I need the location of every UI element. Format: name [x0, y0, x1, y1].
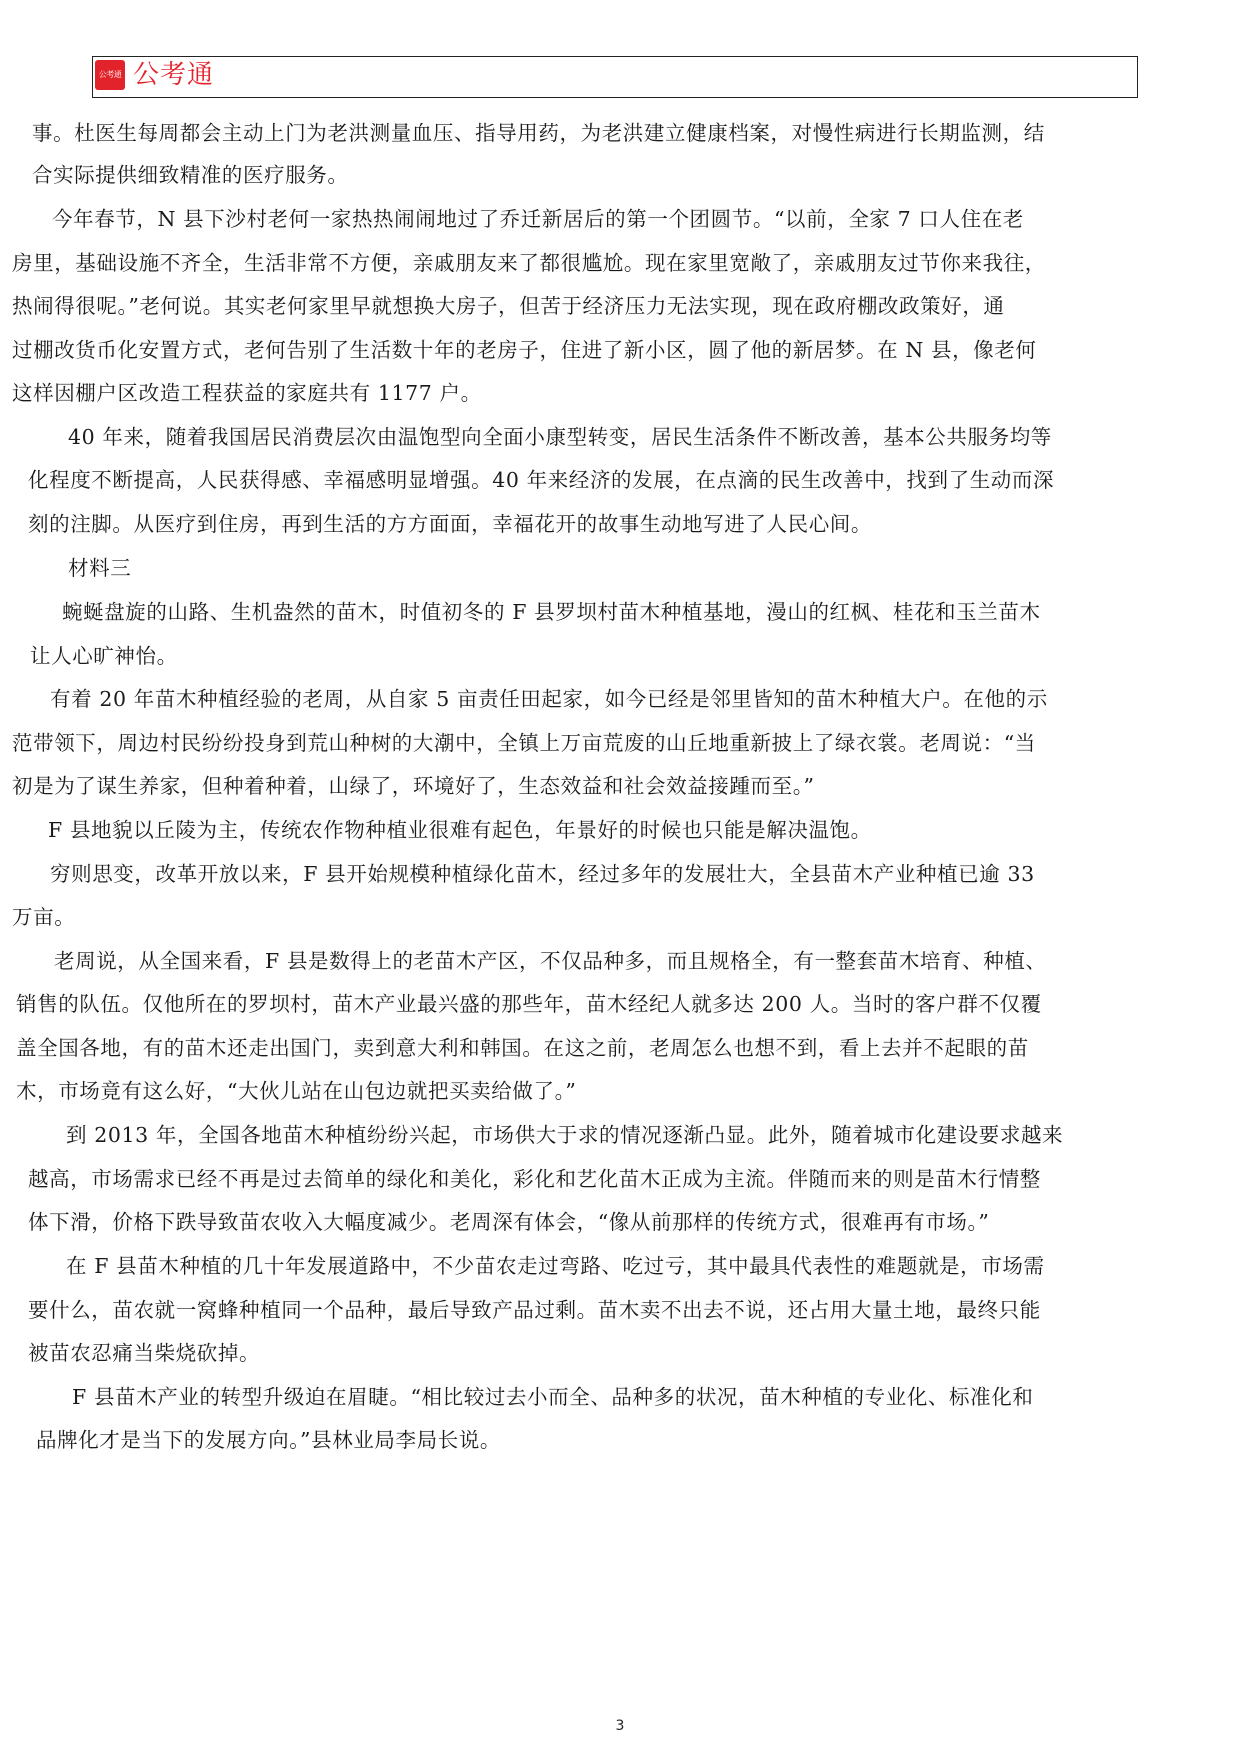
- text-line: 房里，基础设施不齐全，生活非常不方便，亲戚朋友来了都很尴尬。现在家里宽敞了，亲戚朋友过节你来我往，: [12, 251, 1046, 275]
- text-line: 事。杜医生每周都会主动上门为老洪测量血压、指导用药，为老洪建立健康档案，对慢性病进行长期监测，结: [32, 121, 1045, 145]
- text-line: 今年春节，N 县下沙村老何一家热热闹闹地过了乔迁新居后的第一个团圆节。“以前，全家 7 口人住在老: [52, 207, 1024, 231]
- text-line: 穷则思变，改革开放以来，F 县开始规模种植绿化苗木，经过多年的发展壮大，全县苗木产业种植已逾 33: [50, 862, 1035, 886]
- logo-text: 公考通: [133, 60, 215, 90]
- text-line: 让人心旷神怡。: [30, 644, 178, 668]
- text-line: 越高，市场需求已经不再是过去简单的绿化和美化，彩化和艺化苗木正成为主流。伴随而来的则是苗木行情整: [28, 1167, 1041, 1191]
- text-line: 有着 20 年苗木种植经验的老周，从自家 5 亩责任田起家，如今已经是邻里皆知的苗木种植大户。在他的示: [50, 687, 1048, 711]
- text-line: 热闹得很呢。”老何说。其实老何家里早就想换大房子，但苦于经济压力无法实现，现在政府棚改政策好，通: [12, 294, 1005, 318]
- logo-badge-icon: 公考通: [95, 60, 125, 90]
- text-line: 万亩。: [12, 905, 76, 929]
- text-line: 范带领下，周边村民纷纷投身到荒山种树的大潮中，全镇上万亩荒废的山丘地重新披上了绿衣裳。老周说：“当: [12, 731, 1036, 755]
- text-line: 木，市场竟有这么好，“大伙儿站在山包边就把买卖给做了。”: [16, 1079, 577, 1103]
- text-line: 体下滑，价格下跌导致苗农收入大幅度减少。老周深有体会，“像从前那样的传统方式，很难再有市场。”: [28, 1210, 990, 1234]
- text-line: 老周说，从全国来看，F 县是数得上的老苗木产区，不仅品种多，而且规格全，有一整套苗木培育、种植、: [54, 949, 1047, 973]
- page-number: 3: [615, 1718, 625, 1734]
- text-line: 蜿蜒盘旋的山路、生机盎然的苗木，时值初冬的 F 县罗坝村苗木种植基地，漫山的红枫、桂花和玉兰苗木: [62, 600, 1041, 624]
- text-line: 被苗农忍痛当柴烧砍掉。: [28, 1341, 261, 1365]
- text-line: 刻的注脚。从医疗到住房，再到生活的方方面面，幸福花开的故事生动地写进了人民心间。: [28, 512, 872, 536]
- text-line: 品牌化才是当下的发展方向。”县林业局李局长说。: [36, 1428, 502, 1452]
- text-line: 合实际提供细致精准的医疗服务。: [32, 163, 349, 187]
- text-line: 销售的队伍。仅他所在的罗坝村，苗木产业最兴盛的那些年，苗木经纪人就多达 200 人。当时的客户群不仅覆: [16, 992, 1042, 1016]
- text-line: 化程度不断提高，人民获得感、幸福感明显增强。40 年来经济的发展，在点滴的民生改善中，找到了生动而深: [28, 468, 1055, 492]
- text-line: 到 2013 年，全国各地苗木种植纷纷兴起，市场供大于求的情况逐渐凸显。此外，随着城市化建设要求越来: [66, 1123, 1064, 1147]
- text-line: 40 年来，随着我国居民消费层次由温饱型向全面小康型转变，居民生活条件不断改善，基本公共服务均等: [68, 425, 1052, 449]
- text-line: 要什么，苗农就一窝蜂种植同一个品种，最后导致产品过剩。苗木卖不出去不说，还占用大量土地，最终只能: [28, 1298, 1041, 1322]
- text-line: F 县苗木产业的转型升级迫在眉睫。“相比较过去小而全、品种多的状况，苗木种植的专业化、标准化和: [72, 1385, 1034, 1409]
- text-line: 这样因棚户区改造工程获益的家庭共有 1177 户。: [12, 381, 482, 405]
- section-heading: 材料三: [68, 556, 132, 580]
- text-line: 盖全国各地，有的苗木还走出国门，卖到意大利和韩国。在这之前，老周怎么也想不到，看上去并不起眼的苗: [16, 1036, 1029, 1060]
- text-line: 过棚改货币化安置方式，老何告别了生活数十年的老房子，住进了新小区，圆了他的新居梦。在 N 县，像老何: [12, 338, 1037, 362]
- text-line: F 县地貌以丘陵为主，传统农作物种植业很难有起色，年景好的时候也只能是解决温饱。: [48, 818, 872, 842]
- text-line: 初是为了谋生养家，但种着种着，山绿了，环境好了，生态效益和社会效益接踵而至。”: [12, 774, 815, 798]
- text-line: 在 F 县苗木种植的几十年发展道路中，不少苗农走过弯路、吃过亏，其中最具代表性的难题就是，市场需: [66, 1254, 1045, 1278]
- page-header: [92, 56, 1138, 98]
